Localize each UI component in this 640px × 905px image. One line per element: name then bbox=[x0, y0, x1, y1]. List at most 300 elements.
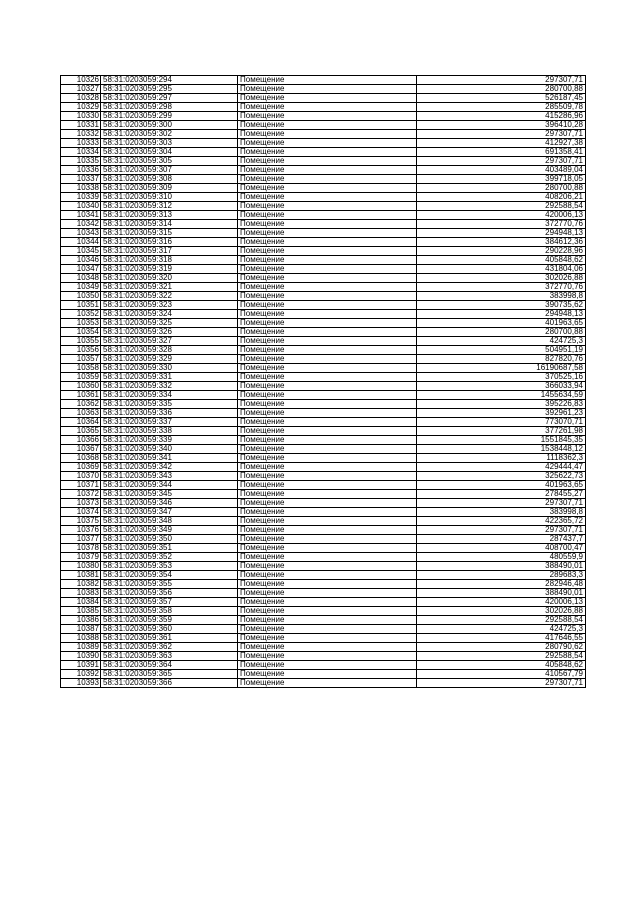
object-type-cell: Помещение bbox=[238, 445, 417, 454]
object-type-cell: Помещение bbox=[238, 661, 417, 670]
row-number-cell: 10336 bbox=[61, 166, 101, 175]
row-number-cell: 10364 bbox=[61, 418, 101, 427]
object-type-cell: Помещение bbox=[238, 535, 417, 544]
object-type-cell: Помещение bbox=[238, 391, 417, 400]
cadastral-value-cell: 410567,79 bbox=[417, 670, 586, 679]
cadastral-number-cell: 58:31:0203059:346 bbox=[101, 499, 238, 508]
cadastral-value-cell: 403489,04 bbox=[417, 166, 586, 175]
cadastral-number-cell: 58:31:0203059:332 bbox=[101, 382, 238, 391]
cadastral-number-cell: 58:31:0203059:324 bbox=[101, 310, 238, 319]
table-row bbox=[61, 589, 586, 598]
row-number-cell: 10369 bbox=[61, 463, 101, 472]
table-row bbox=[61, 283, 586, 292]
cadastral-number-cell: 58:31:0203059:366 bbox=[101, 679, 238, 688]
table-body bbox=[61, 76, 586, 688]
cadastral-value-cell: 691358,41 bbox=[417, 148, 586, 157]
table-row bbox=[61, 544, 586, 553]
row-number-cell: 10328 bbox=[61, 94, 101, 103]
object-type-cell: Помещение bbox=[238, 607, 417, 616]
cadastral-value-cell: 372770,76 bbox=[417, 283, 586, 292]
table-row bbox=[61, 211, 586, 220]
cadastral-value-cell: 285509,78 bbox=[417, 103, 586, 112]
cadastral-number-cell: 58:31:0203059:330 bbox=[101, 364, 238, 373]
object-type-cell: Помещение bbox=[238, 571, 417, 580]
table-row bbox=[61, 571, 586, 580]
object-type-cell: Помещение bbox=[238, 490, 417, 499]
table-row bbox=[61, 256, 586, 265]
cadastral-value-cell: 280700,88 bbox=[417, 328, 586, 337]
row-number-cell: 10344 bbox=[61, 238, 101, 247]
cadastral-number-cell: 58:31:0203059:354 bbox=[101, 571, 238, 580]
table-row bbox=[61, 238, 586, 247]
row-number-cell: 10332 bbox=[61, 130, 101, 139]
row-number-cell: 10334 bbox=[61, 148, 101, 157]
table-row bbox=[61, 409, 586, 418]
table-row bbox=[61, 301, 586, 310]
object-type-cell: Помещение bbox=[238, 328, 417, 337]
cadastral-value-cell: 504951,19 bbox=[417, 346, 586, 355]
row-number-cell: 10342 bbox=[61, 220, 101, 229]
object-type-cell: Помещение bbox=[238, 616, 417, 625]
cadastral-number-cell: 58:31:0203059:335 bbox=[101, 400, 238, 409]
cadastral-value-cell: 1118362,3 bbox=[417, 454, 586, 463]
row-number-cell: 10365 bbox=[61, 427, 101, 436]
cadastral-number-cell: 58:31:0203059:318 bbox=[101, 256, 238, 265]
cadastral-number-cell: 58:31:0203059:355 bbox=[101, 580, 238, 589]
cadastral-value-cell: 297307,71 bbox=[417, 76, 586, 85]
table-row bbox=[61, 130, 586, 139]
row-number-cell: 10357 bbox=[61, 355, 101, 364]
row-number-cell: 10373 bbox=[61, 499, 101, 508]
cadastral-number-cell: 58:31:0203059:321 bbox=[101, 283, 238, 292]
cadastral-number-cell: 58:31:0203059:338 bbox=[101, 427, 238, 436]
object-type-cell: Помещение bbox=[238, 472, 417, 481]
cadastral-number-cell: 58:31:0203059:325 bbox=[101, 319, 238, 328]
row-number-cell: 10337 bbox=[61, 175, 101, 184]
row-number-cell: 10327 bbox=[61, 85, 101, 94]
table-row bbox=[61, 337, 586, 346]
cadastral-value-cell: 294948,13 bbox=[417, 229, 586, 238]
cadastral-number-cell: 58:31:0203059:347 bbox=[101, 508, 238, 517]
table-row bbox=[61, 76, 586, 85]
row-number-cell: 10360 bbox=[61, 382, 101, 391]
table-row bbox=[61, 400, 586, 409]
cadastral-value-table bbox=[60, 75, 586, 688]
cadastral-value-cell: 417646,55 bbox=[417, 634, 586, 643]
table-row bbox=[61, 679, 586, 688]
cadastral-value-cell: 420006,13 bbox=[417, 211, 586, 220]
cadastral-value-cell: 294948,13 bbox=[417, 310, 586, 319]
cadastral-value-cell: 399718,05 bbox=[417, 175, 586, 184]
row-number-cell: 10370 bbox=[61, 472, 101, 481]
table-row bbox=[61, 94, 586, 103]
object-type-cell: Помещение bbox=[238, 679, 417, 688]
cadastral-number-cell: 58:31:0203059:317 bbox=[101, 247, 238, 256]
table-row bbox=[61, 166, 586, 175]
object-type-cell: Помещение bbox=[238, 427, 417, 436]
table-row bbox=[61, 481, 586, 490]
object-type-cell: Помещение bbox=[238, 553, 417, 562]
table-row bbox=[61, 265, 586, 274]
cadastral-value-cell: 372770,76 bbox=[417, 220, 586, 229]
cadastral-number-cell: 58:31:0203059:308 bbox=[101, 175, 238, 184]
row-number-cell: 10388 bbox=[61, 634, 101, 643]
row-number-cell: 10378 bbox=[61, 544, 101, 553]
cadastral-number-cell: 58:31:0203059:348 bbox=[101, 517, 238, 526]
row-number-cell: 10372 bbox=[61, 490, 101, 499]
object-type-cell: Помещение bbox=[238, 544, 417, 553]
row-number-cell: 10346 bbox=[61, 256, 101, 265]
cadastral-number-cell: 58:31:0203059:328 bbox=[101, 346, 238, 355]
row-number-cell: 10377 bbox=[61, 535, 101, 544]
object-type-cell: Помещение bbox=[238, 625, 417, 634]
object-type-cell: Помещение bbox=[238, 526, 417, 535]
cadastral-value-cell: 480559,9 bbox=[417, 553, 586, 562]
cadastral-number-cell: 58:31:0203059:339 bbox=[101, 436, 238, 445]
row-number-cell: 10343 bbox=[61, 229, 101, 238]
cadastral-number-cell: 58:31:0203059:309 bbox=[101, 184, 238, 193]
row-number-cell: 10386 bbox=[61, 616, 101, 625]
table-row bbox=[61, 616, 586, 625]
cadastral-number-cell: 58:31:0203059:360 bbox=[101, 625, 238, 634]
table-row bbox=[61, 454, 586, 463]
cadastral-value-cell: 302026,88 bbox=[417, 607, 586, 616]
cadastral-number-cell: 58:31:0203059:352 bbox=[101, 553, 238, 562]
cadastral-number-cell: 58:31:0203059:312 bbox=[101, 202, 238, 211]
cadastral-number-cell: 58:31:0203059:307 bbox=[101, 166, 238, 175]
object-type-cell: Помещение bbox=[238, 373, 417, 382]
object-type-cell: Помещение bbox=[238, 202, 417, 211]
cadastral-value-cell: 297307,71 bbox=[417, 499, 586, 508]
table-row bbox=[61, 535, 586, 544]
cadastral-number-cell: 58:31:0203059:323 bbox=[101, 301, 238, 310]
object-type-cell: Помещение bbox=[238, 454, 417, 463]
object-type-cell: Помещение bbox=[238, 481, 417, 490]
cadastral-value-cell: 289683,3 bbox=[417, 571, 586, 580]
cadastral-number-cell: 58:31:0203059:337 bbox=[101, 418, 238, 427]
cadastral-number-cell: 58:31:0203059:297 bbox=[101, 94, 238, 103]
table-row bbox=[61, 472, 586, 481]
object-type-cell: Помещение bbox=[238, 364, 417, 373]
row-number-cell: 10387 bbox=[61, 625, 101, 634]
object-type-cell: Помещение bbox=[238, 670, 417, 679]
cadastral-value-cell: 412927,38 bbox=[417, 139, 586, 148]
object-type-cell: Помещение bbox=[238, 283, 417, 292]
cadastral-value-cell: 383998,8 bbox=[417, 508, 586, 517]
cadastral-value-cell: 292588,54 bbox=[417, 202, 586, 211]
row-number-cell: 10340 bbox=[61, 202, 101, 211]
object-type-cell: Помещение bbox=[238, 121, 417, 130]
table-row bbox=[61, 85, 586, 94]
table-row bbox=[61, 139, 586, 148]
cadastral-number-cell: 58:31:0203059:300 bbox=[101, 121, 238, 130]
object-type-cell: Помещение bbox=[238, 310, 417, 319]
table-row bbox=[61, 121, 586, 130]
table-row bbox=[61, 427, 586, 436]
row-number-cell: 10355 bbox=[61, 337, 101, 346]
row-number-cell: 10383 bbox=[61, 589, 101, 598]
row-number-cell: 10389 bbox=[61, 643, 101, 652]
cadastral-number-cell: 58:31:0203059:299 bbox=[101, 112, 238, 121]
cadastral-number-cell: 58:31:0203059:363 bbox=[101, 652, 238, 661]
table-row bbox=[61, 373, 586, 382]
object-type-cell: Помещение bbox=[238, 103, 417, 112]
table-row bbox=[61, 202, 586, 211]
cadastral-number-cell: 58:31:0203059:357 bbox=[101, 598, 238, 607]
row-number-cell: 10385 bbox=[61, 607, 101, 616]
cadastral-value-cell: 396410,28 bbox=[417, 121, 586, 130]
object-type-cell: Помещение bbox=[238, 166, 417, 175]
table-row bbox=[61, 562, 586, 571]
cadastral-value-cell: 424725,3 bbox=[417, 337, 586, 346]
cadastral-number-cell: 58:31:0203059:329 bbox=[101, 355, 238, 364]
row-number-cell: 10359 bbox=[61, 373, 101, 382]
table-row bbox=[61, 310, 586, 319]
row-number-cell: 10335 bbox=[61, 157, 101, 166]
table-row bbox=[61, 175, 586, 184]
table-row bbox=[61, 274, 586, 283]
table-row bbox=[61, 319, 586, 328]
object-type-cell: Помещение bbox=[238, 247, 417, 256]
cadastral-number-cell: 58:31:0203059:302 bbox=[101, 130, 238, 139]
table-row bbox=[61, 391, 586, 400]
table-row bbox=[61, 355, 586, 364]
object-type-cell: Помещение bbox=[238, 517, 417, 526]
object-type-cell: Помещение bbox=[238, 220, 417, 229]
row-number-cell: 10347 bbox=[61, 265, 101, 274]
cadastral-number-cell: 58:31:0203059:342 bbox=[101, 463, 238, 472]
row-number-cell: 10376 bbox=[61, 526, 101, 535]
cadastral-number-cell: 58:31:0203059:345 bbox=[101, 490, 238, 499]
row-number-cell: 10391 bbox=[61, 661, 101, 670]
table-row bbox=[61, 517, 586, 526]
cadastral-value-cell: 297307,71 bbox=[417, 157, 586, 166]
object-type-cell: Помещение bbox=[238, 598, 417, 607]
row-number-cell: 10366 bbox=[61, 436, 101, 445]
object-type-cell: Помещение bbox=[238, 337, 417, 346]
object-type-cell: Помещение bbox=[238, 211, 417, 220]
cadastral-value-cell: 16190687,58 bbox=[417, 364, 586, 373]
cadastral-number-cell: 58:31:0203059:336 bbox=[101, 409, 238, 418]
cadastral-number-cell: 58:31:0203059:320 bbox=[101, 274, 238, 283]
object-type-cell: Помещение bbox=[238, 418, 417, 427]
table-row bbox=[61, 112, 586, 121]
cadastral-value-cell: 302026,88 bbox=[417, 274, 586, 283]
cadastral-value-cell: 395226,83 bbox=[417, 400, 586, 409]
object-type-cell: Помещение bbox=[238, 463, 417, 472]
cadastral-value-cell: 408206,21 bbox=[417, 193, 586, 202]
cadastral-number-cell: 58:31:0203059:340 bbox=[101, 445, 238, 454]
row-number-cell: 10379 bbox=[61, 553, 101, 562]
row-number-cell: 10392 bbox=[61, 670, 101, 679]
cadastral-value-cell: 297307,71 bbox=[417, 526, 586, 535]
table-row bbox=[61, 184, 586, 193]
cadastral-value-cell: 827820,76 bbox=[417, 355, 586, 364]
cadastral-value-cell: 526187,45 bbox=[417, 94, 586, 103]
object-type-cell: Помещение bbox=[238, 265, 417, 274]
row-number-cell: 10381 bbox=[61, 571, 101, 580]
object-type-cell: Помещение bbox=[238, 184, 417, 193]
row-number-cell: 10348 bbox=[61, 274, 101, 283]
row-number-cell: 10349 bbox=[61, 283, 101, 292]
cadastral-number-cell: 58:31:0203059:316 bbox=[101, 238, 238, 247]
object-type-cell: Помещение bbox=[238, 508, 417, 517]
object-type-cell: Помещение bbox=[238, 652, 417, 661]
row-number-cell: 10329 bbox=[61, 103, 101, 112]
table-row bbox=[61, 220, 586, 229]
cadastral-value-cell: 280790,62 bbox=[417, 643, 586, 652]
row-number-cell: 10339 bbox=[61, 193, 101, 202]
cadastral-number-cell: 58:31:0203059:361 bbox=[101, 634, 238, 643]
cadastral-number-cell: 58:31:0203059:344 bbox=[101, 481, 238, 490]
table-row bbox=[61, 382, 586, 391]
object-type-cell: Помещение bbox=[238, 85, 417, 94]
object-type-cell: Помещение bbox=[238, 580, 417, 589]
cadastral-number-cell: 58:31:0203059:365 bbox=[101, 670, 238, 679]
cadastral-value-cell: 377261,98 bbox=[417, 427, 586, 436]
cadastral-value-cell: 297307,71 bbox=[417, 679, 586, 688]
object-type-cell: Помещение bbox=[238, 400, 417, 409]
cadastral-number-cell: 58:31:0203059:358 bbox=[101, 607, 238, 616]
cadastral-number-cell: 58:31:0203059:362 bbox=[101, 643, 238, 652]
row-number-cell: 10393 bbox=[61, 679, 101, 688]
cadastral-value-cell: 1455634,59 bbox=[417, 391, 586, 400]
cadastral-number-cell: 58:31:0203059:304 bbox=[101, 148, 238, 157]
cadastral-number-cell: 58:31:0203059:349 bbox=[101, 526, 238, 535]
table-row bbox=[61, 526, 586, 535]
row-number-cell: 10341 bbox=[61, 211, 101, 220]
row-number-cell: 10330 bbox=[61, 112, 101, 121]
cadastral-number-cell: 58:31:0203059:327 bbox=[101, 337, 238, 346]
object-type-cell: Помещение bbox=[238, 346, 417, 355]
row-number-cell: 10362 bbox=[61, 400, 101, 409]
cadastral-number-cell: 58:31:0203059:310 bbox=[101, 193, 238, 202]
cadastral-number-cell: 58:31:0203059:298 bbox=[101, 103, 238, 112]
row-number-cell: 10331 bbox=[61, 121, 101, 130]
object-type-cell: Помещение bbox=[238, 193, 417, 202]
cadastral-number-cell: 58:31:0203059:322 bbox=[101, 292, 238, 301]
object-type-cell: Помещение bbox=[238, 292, 417, 301]
table-row bbox=[61, 463, 586, 472]
table-row bbox=[61, 346, 586, 355]
row-number-cell: 10333 bbox=[61, 139, 101, 148]
table-row bbox=[61, 193, 586, 202]
row-number-cell: 10361 bbox=[61, 391, 101, 400]
table-row bbox=[61, 148, 586, 157]
object-type-cell: Помещение bbox=[238, 319, 417, 328]
table-row bbox=[61, 328, 586, 337]
cadastral-value-cell: 370525,16 bbox=[417, 373, 586, 382]
table-row bbox=[61, 652, 586, 661]
row-number-cell: 10345 bbox=[61, 247, 101, 256]
table-row bbox=[61, 418, 586, 427]
table-row bbox=[61, 436, 586, 445]
row-number-cell: 10384 bbox=[61, 598, 101, 607]
table-row bbox=[61, 103, 586, 112]
table-row bbox=[61, 634, 586, 643]
row-number-cell: 10350 bbox=[61, 292, 101, 301]
cadastral-value-cell: 401963,65 bbox=[417, 319, 586, 328]
cadastral-value-cell: 290228,96 bbox=[417, 247, 586, 256]
cadastral-value-cell: 773070,71 bbox=[417, 418, 586, 427]
cadastral-value-cell: 388490,01 bbox=[417, 589, 586, 598]
table-row bbox=[61, 625, 586, 634]
object-type-cell: Помещение bbox=[238, 274, 417, 283]
cadastral-number-cell: 58:31:0203059:356 bbox=[101, 589, 238, 598]
cadastral-value-cell: 366033,94 bbox=[417, 382, 586, 391]
object-type-cell: Помещение bbox=[238, 499, 417, 508]
table-row bbox=[61, 670, 586, 679]
object-type-cell: Помещение bbox=[238, 175, 417, 184]
table-row bbox=[61, 490, 586, 499]
table-row bbox=[61, 643, 586, 652]
cadastral-number-cell: 58:31:0203059:303 bbox=[101, 139, 238, 148]
table-row bbox=[61, 292, 586, 301]
table-row bbox=[61, 598, 586, 607]
cadastral-value-cell: 297307,71 bbox=[417, 130, 586, 139]
table-row bbox=[61, 445, 586, 454]
row-number-cell: 10356 bbox=[61, 346, 101, 355]
cadastral-value-cell: 422365,72 bbox=[417, 517, 586, 526]
table-row bbox=[61, 553, 586, 562]
cadastral-value-cell: 384612,36 bbox=[417, 238, 586, 247]
object-type-cell: Помещение bbox=[238, 157, 417, 166]
row-number-cell: 10352 bbox=[61, 310, 101, 319]
object-type-cell: Помещение bbox=[238, 634, 417, 643]
row-number-cell: 10368 bbox=[61, 454, 101, 463]
cadastral-value-cell: 292588,54 bbox=[417, 616, 586, 625]
object-type-cell: Помещение bbox=[238, 562, 417, 571]
object-type-cell: Помещение bbox=[238, 436, 417, 445]
cadastral-value-cell: 280700,88 bbox=[417, 184, 586, 193]
table-row bbox=[61, 580, 586, 589]
row-number-cell: 10367 bbox=[61, 445, 101, 454]
object-type-cell: Помещение bbox=[238, 409, 417, 418]
object-type-cell: Помещение bbox=[238, 139, 417, 148]
object-type-cell: Помещение bbox=[238, 76, 417, 85]
cadastral-number-cell: 58:31:0203059:350 bbox=[101, 535, 238, 544]
object-type-cell: Помещение bbox=[238, 130, 417, 139]
cadastral-value-cell: 415286,96 bbox=[417, 112, 586, 121]
table-row bbox=[61, 661, 586, 670]
row-number-cell: 10326 bbox=[61, 76, 101, 85]
row-number-cell: 10382 bbox=[61, 580, 101, 589]
cadastral-value-cell: 282946,48 bbox=[417, 580, 586, 589]
object-type-cell: Помещение bbox=[238, 589, 417, 598]
row-number-cell: 10374 bbox=[61, 508, 101, 517]
cadastral-value-cell: 420006,13 bbox=[417, 598, 586, 607]
object-type-cell: Помещение bbox=[238, 355, 417, 364]
row-number-cell: 10354 bbox=[61, 328, 101, 337]
cadastral-value-cell: 1551845,35 bbox=[417, 436, 586, 445]
object-type-cell: Помещение bbox=[238, 643, 417, 652]
row-number-cell: 10375 bbox=[61, 517, 101, 526]
object-type-cell: Помещение bbox=[238, 256, 417, 265]
table-row bbox=[61, 364, 586, 373]
cadastral-value-cell: 280700,88 bbox=[417, 85, 586, 94]
cadastral-value-cell: 424725,3 bbox=[417, 625, 586, 634]
cadastral-value-cell: 390735,62 bbox=[417, 301, 586, 310]
table-row bbox=[61, 508, 586, 517]
object-type-cell: Помещение bbox=[238, 112, 417, 121]
object-type-cell: Помещение bbox=[238, 238, 417, 247]
cadastral-number-cell: 58:31:0203059:313 bbox=[101, 211, 238, 220]
table-row bbox=[61, 247, 586, 256]
cadastral-value-cell: 405848,62 bbox=[417, 256, 586, 265]
object-type-cell: Помещение bbox=[238, 94, 417, 103]
cadastral-value-cell: 392961,23 bbox=[417, 409, 586, 418]
cadastral-number-cell: 58:31:0203059:295 bbox=[101, 85, 238, 94]
